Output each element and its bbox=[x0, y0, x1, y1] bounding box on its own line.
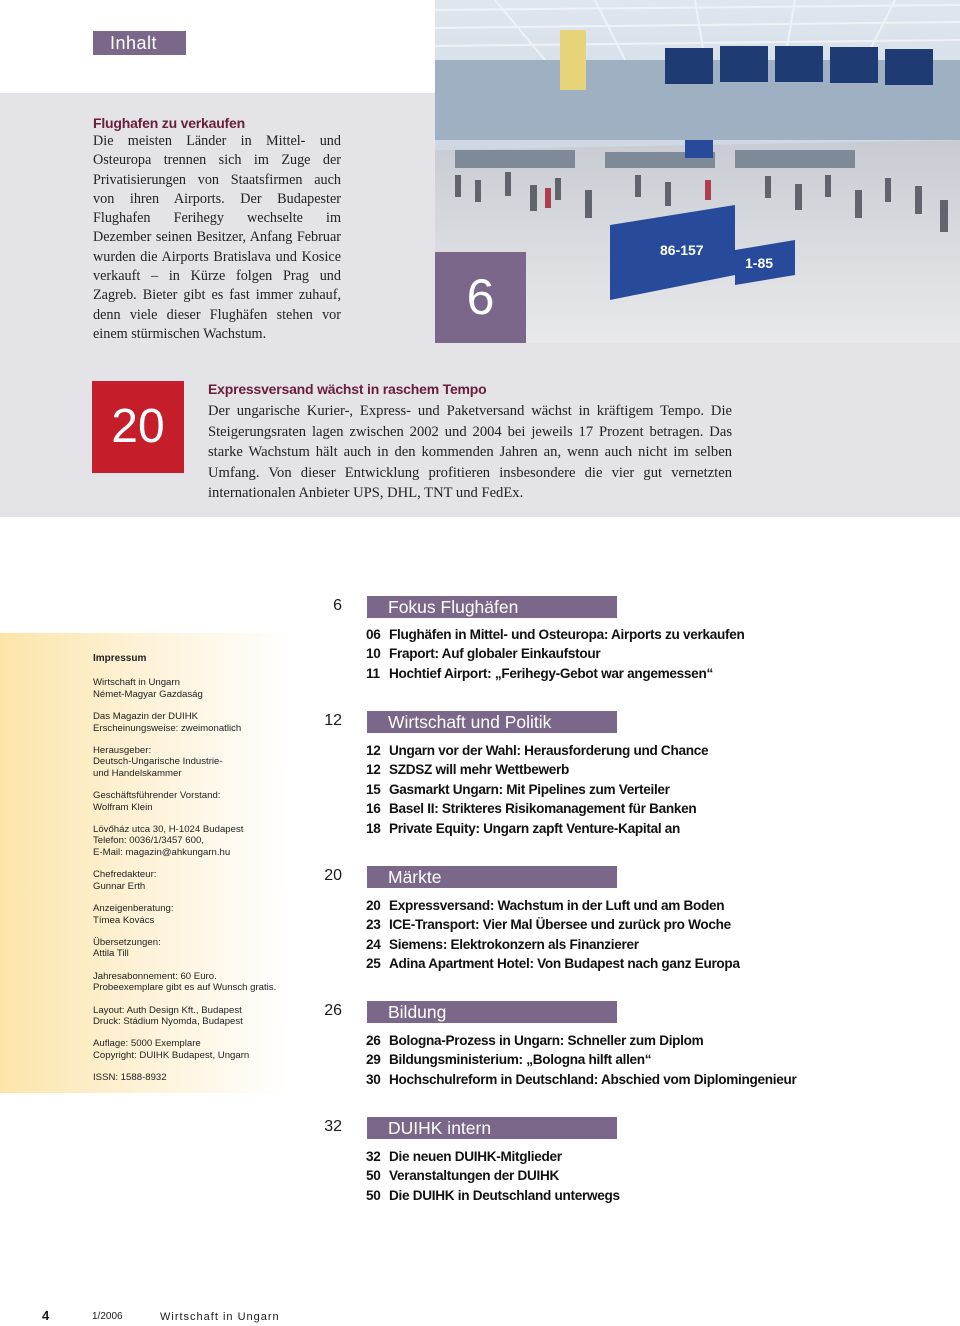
article-express bbox=[208, 381, 732, 504]
toc-section-header bbox=[367, 866, 617, 888]
toc-section-page: 12 bbox=[324, 712, 342, 729]
toc-item[interactable]: 11 Hochtief Airport: „Ferihegy-Gebot war angemessen“ bbox=[366, 665, 713, 681]
toc-item[interactable]: 15 Gasmarkt Ungarn: Mit Pipelines zum Verteiler bbox=[366, 781, 670, 797]
toc-section-title: Märkte bbox=[388, 867, 442, 887]
toc-section-header bbox=[367, 1117, 617, 1139]
toc-item[interactable]: 29 Bildungsministerium: „Bologna hilft allen“ bbox=[366, 1052, 652, 1068]
toc-list bbox=[366, 1031, 797, 1089]
toc-list bbox=[366, 896, 740, 974]
sign-text-2: 1-85 bbox=[745, 255, 774, 271]
page-badge-20-label: 20 bbox=[111, 400, 165, 453]
toc-item[interactable]: 12 SZDSZ will mehr Wettbewerb bbox=[366, 762, 570, 778]
toc-item[interactable]: 24 Siemens: Elektrokonzern als Finanzierer bbox=[366, 936, 639, 952]
footer-page-number: 4 bbox=[42, 1308, 50, 1323]
impressum-block: Jahresabonnement: 60 Euro. Probeexemplare gibt es auf Wunsch gratis. bbox=[93, 970, 277, 994]
toc-list bbox=[366, 1147, 620, 1205]
toc-list bbox=[366, 625, 745, 683]
toc-item[interactable]: 30 Hochschulreform in Deutschland: Abschied vom Diplomingenieur bbox=[366, 1071, 797, 1087]
toc-section-page: 20 bbox=[324, 867, 342, 884]
toc-item[interactable]: 25 Adina Apartment Hotel: Von Budapest nach ganz Europa bbox=[366, 956, 740, 972]
toc-item[interactable]: 16 Basel II: Strikteres Risikomanagement für Banken bbox=[366, 801, 697, 817]
impressum-block: ISSN: 1588-8932 bbox=[93, 1072, 167, 1084]
toc-section-header bbox=[367, 711, 617, 733]
footer-magazine-name: Wirtschaft in Ungarn bbox=[160, 1311, 280, 1323]
page-badge-20 bbox=[92, 381, 184, 473]
toc-item[interactable]: 26 Bologna-Prozess in Ungarn: Schneller zum Diplom bbox=[366, 1033, 704, 1048]
toc-section-title: DUIHK intern bbox=[388, 1118, 492, 1138]
toc-section-page: 26 bbox=[324, 1002, 342, 1019]
article-express-title: Expressversand wächst in raschem Tempo bbox=[208, 381, 487, 397]
toc-item[interactable]: 18 Private Equity: Ungarn zapft Venture-Kapital an bbox=[366, 820, 681, 836]
toc-item[interactable]: 10 Fraport: Auf globaler Einkaufstour bbox=[366, 646, 601, 662]
article-airports-body: Die meisten Länder in Mittel- und Osteuropa trennen sich im Zuge der Privatisierungen von Staatsfirmen auch von ihren Airports. Der Budapester Flughafen Ferihegy wechselte im Dezember seinen Besitzer, Anfang Februar wurden die Airports Bratislava und Kosice verkauft – in Kürze folgen Prag und Zagreb. Bieter gibt es fast immer zuhauf, denn viele dieser Flughäfen stehen vor einem stürmischen Wachstum. bbox=[93, 133, 341, 342]
toc-item[interactable]: 50 Die DUIHK in Deutschland unterwegs bbox=[366, 1187, 620, 1203]
impressum-block: Geschäftsführender Vorstand: Wolfram Klein bbox=[93, 790, 221, 813]
toc-item[interactable]: 32 Die neuen DUIHK-Mitglieder bbox=[366, 1149, 562, 1164]
toc-section-title: Bildung bbox=[388, 1002, 447, 1022]
article-airports-title: Flughafen zu verkaufen bbox=[93, 115, 245, 131]
impressum-block: Auflage: 5000 Exemplare Copyright: DUIHK Budapest, Ungarn bbox=[93, 1038, 250, 1061]
toc-item[interactable]: 20 Expressversand: Wachstum in der Luft und am Boden bbox=[366, 898, 725, 913]
article-airports bbox=[93, 115, 341, 344]
footer-issue: 1/2006 bbox=[92, 1311, 123, 1322]
page-badge-6 bbox=[435, 252, 526, 343]
impressum-block: Layout: Auth Design Kft., Budapest Druck: Stádium Nyomda, Budapest bbox=[93, 1004, 243, 1027]
toc-section-header bbox=[367, 596, 617, 618]
page-badge-6-label: 6 bbox=[466, 269, 495, 325]
toc-list bbox=[366, 741, 708, 838]
toc-item[interactable]: 12 Ungarn vor der Wahl: Herausforderung und Chance bbox=[366, 743, 709, 758]
toc-section-page: 32 bbox=[324, 1118, 342, 1135]
impressum-block: Wirtschaft in Ungarn Német-Magyar Gazdaság bbox=[93, 677, 203, 700]
impressum-block: Das Magazin der DUIHK Erscheinungsweise: zweimonatlich bbox=[93, 711, 242, 734]
contents-header-label: Inhalt bbox=[110, 33, 158, 53]
toc-section-page: 6 bbox=[333, 597, 342, 614]
toc-section-title: Wirtschaft und Politik bbox=[388, 712, 552, 732]
toc-section-title: Fokus Flughäfen bbox=[388, 597, 519, 617]
impressum-block: Übersetzungen: Attila Till bbox=[93, 936, 161, 960]
toc-item[interactable]: 50 Veranstaltungen der DUIHK bbox=[366, 1168, 560, 1184]
article-express-body: Der ungarische Kurier-, Express- und Paketversand wächst in kräftigem Tempo. Die Steigerungsraten lagen zwischen 2002 und 2004 bei jeweils 17 Prozent betragen. Das starke Wachstum hält auch in den kommenden Jahren an, wenn auch nicht im selben Umfang. Von dieser Entwicklung profitieren insbesondere die vier gut vernetzten internationalen Anbieter UPS, DHL, TNT und FedEx. bbox=[208, 403, 732, 502]
contents-header bbox=[93, 31, 186, 55]
toc-section-header bbox=[367, 1001, 617, 1023]
impressum-block: Herausgeber: Deutsch-Ungarische Industrie- und Handelskammer bbox=[93, 745, 223, 779]
sign-text-1: 86-157 bbox=[660, 242, 704, 258]
impressum-block: Anzeigenberatung: Tímea Kovács bbox=[93, 903, 174, 926]
toc-item[interactable]: 06 Flughäfen in Mittel- und Osteuropa: Airports zu verkaufen bbox=[366, 627, 745, 642]
impressum-block: Chefredakteur: Gunnar Erth bbox=[93, 869, 157, 892]
toc-item[interactable]: 23 ICE-Transport: Vier Mal Übersee und zurück pro Woche bbox=[366, 917, 731, 933]
impressum-block: Lövőház utca 30, H-1024 Budapest Telefon: 0036/1/3457 600, E-Mail: magazin@ahkungarn.hu bbox=[93, 824, 244, 858]
impressum bbox=[93, 653, 288, 1095]
impressum-title: Impressum bbox=[93, 653, 147, 664]
